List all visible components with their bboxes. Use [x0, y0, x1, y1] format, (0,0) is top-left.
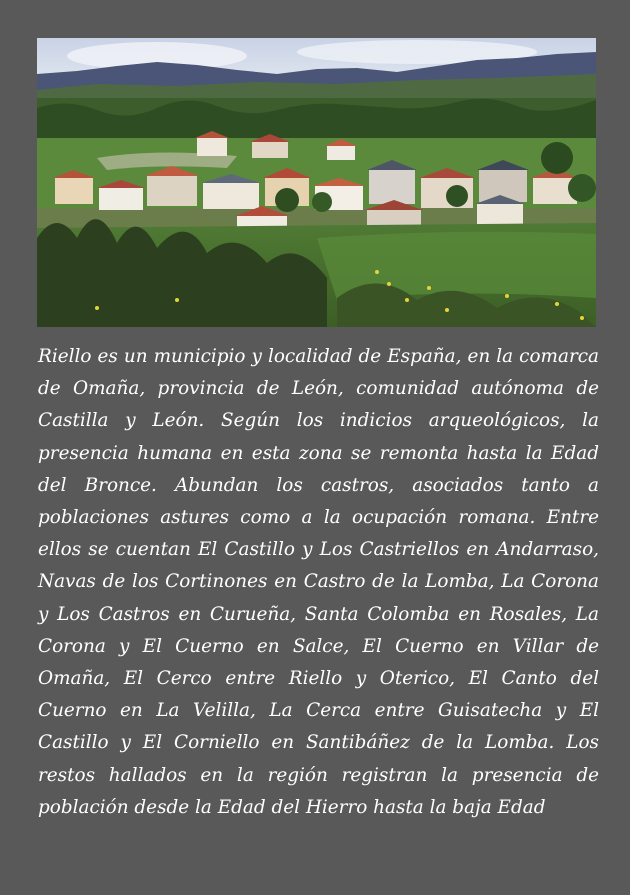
village-landscape-illustration	[37, 38, 596, 327]
article-paragraph: Riello es un municipio y localidad de España, en la comarca de Omaña, provincia de León, comunidad autónoma de Castilla y León. Según los indicios arqueológicos, la presencia humana en esta zona se remonta hasta la Edad del Bronce. Abundan los castros, asociados tanto a poblaciones astures como a la ocupación romana. Entre ellos se cuentan El Castillo y Los Castriellos en Andarraso, Navas de los Cortinones en Castro de la Lomba, La Corona y Los Castros en Curueña, Santa Colomba en Rosales, La Corona y El Cuerno en Salce, El Cuerno en Villar de Omaña, El Cerco entre Riello y Oterico, El Canto del Cuerno en La Velilla, La Cerca entre Guisatecha y El Castillo y El Corniello en Santibáñez de la Lomba. Los restos hallados en la región registran la presencia de población desde la Edad del Hierro hasta la baja Edad	[38, 346, 599, 818]
village-photo	[37, 38, 596, 327]
